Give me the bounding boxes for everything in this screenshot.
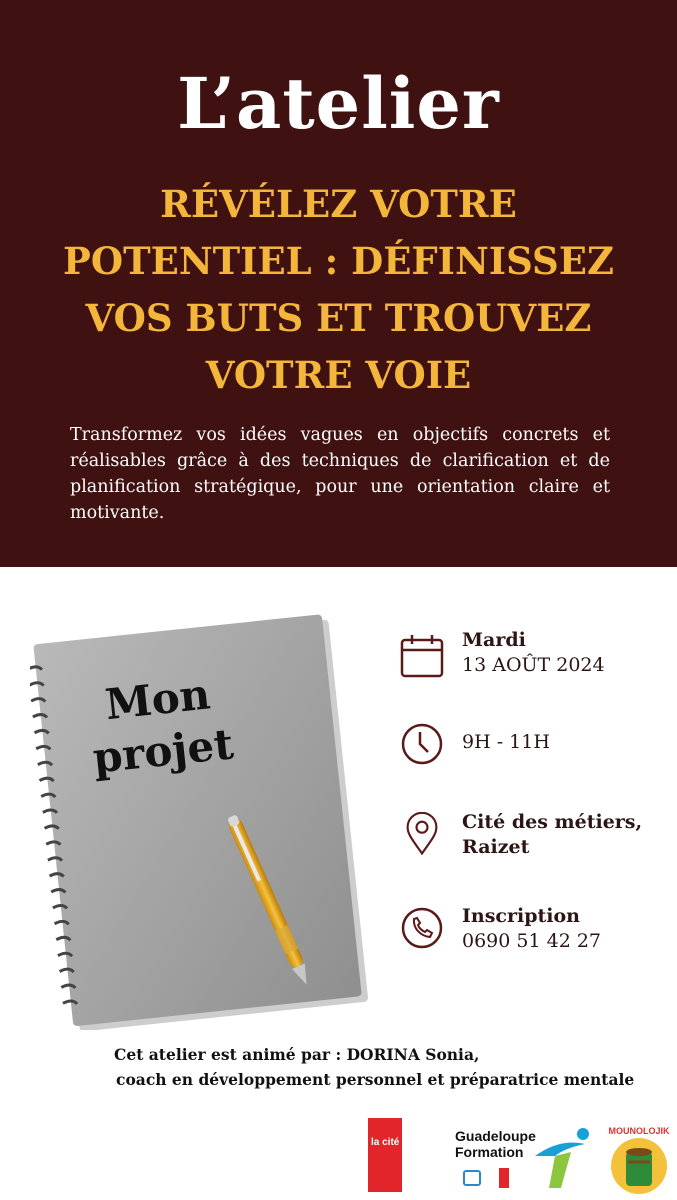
phone-icon <box>400 906 444 950</box>
location-pin-icon <box>400 812 444 856</box>
logo-gf-mark <box>525 1126 595 1192</box>
inscription-label: Inscription <box>462 905 580 927</box>
intro-paragraph: Transformez vos idées vagues en objectifs concrets et réalisables grâce à des techniques de clarification et de planification stratégique, pour une orientation claire et motivante. <box>70 425 610 523</box>
time-text: 9H - 11H <box>462 731 550 753</box>
headline-line: VOS BUTS ET TROUVEZ <box>85 296 592 340</box>
headline-line: POTENTIEL : DÉFINISSEZ <box>63 239 614 283</box>
phone-number: 0690 51 42 27 <box>462 930 602 952</box>
clock-icon <box>400 722 444 766</box>
date-full: 13 AOÛT 2024 <box>462 654 605 676</box>
headline <box>60 176 617 404</box>
logo-gf-sub-red <box>499 1168 509 1188</box>
logo-mounolojik <box>606 1122 672 1196</box>
logo-gf-line2: Formation <box>455 1144 524 1160</box>
notebook-illustration <box>30 600 370 1030</box>
credits-line1: Cet atelier est animé par : DORINA Sonia, <box>114 1045 480 1064</box>
notebook-text-line1: Mon <box>102 669 213 730</box>
headline-line: VOTRE VOIE <box>205 353 472 397</box>
header-panel <box>0 0 677 567</box>
credits-line2: coach en développement personnel et préparatrice mentale <box>116 1070 635 1089</box>
credits <box>114 1042 674 1092</box>
place-line2: Raizet <box>462 836 530 858</box>
logo-gf-sub-icon <box>463 1170 481 1186</box>
notebook-text-line2: projet <box>90 719 236 783</box>
page-title: L’atelier <box>177 62 500 145</box>
logo-gf-line1: Guadeloupe <box>455 1128 536 1144</box>
logo-cite-text: la cité <box>371 1137 400 1148</box>
logo-mounolojik-text: MOUNOLOJIK <box>608 1126 670 1136</box>
logo-cite-des-metiers <box>368 1118 402 1192</box>
logo-guadeloupe-formation <box>455 1126 595 1192</box>
calendar-icon <box>400 634 444 678</box>
date-day: Mardi <box>462 629 526 651</box>
place-line1: Cité des métiers, <box>462 811 643 833</box>
headline-line: RÉVÉLEZ VOTRE <box>160 182 517 226</box>
